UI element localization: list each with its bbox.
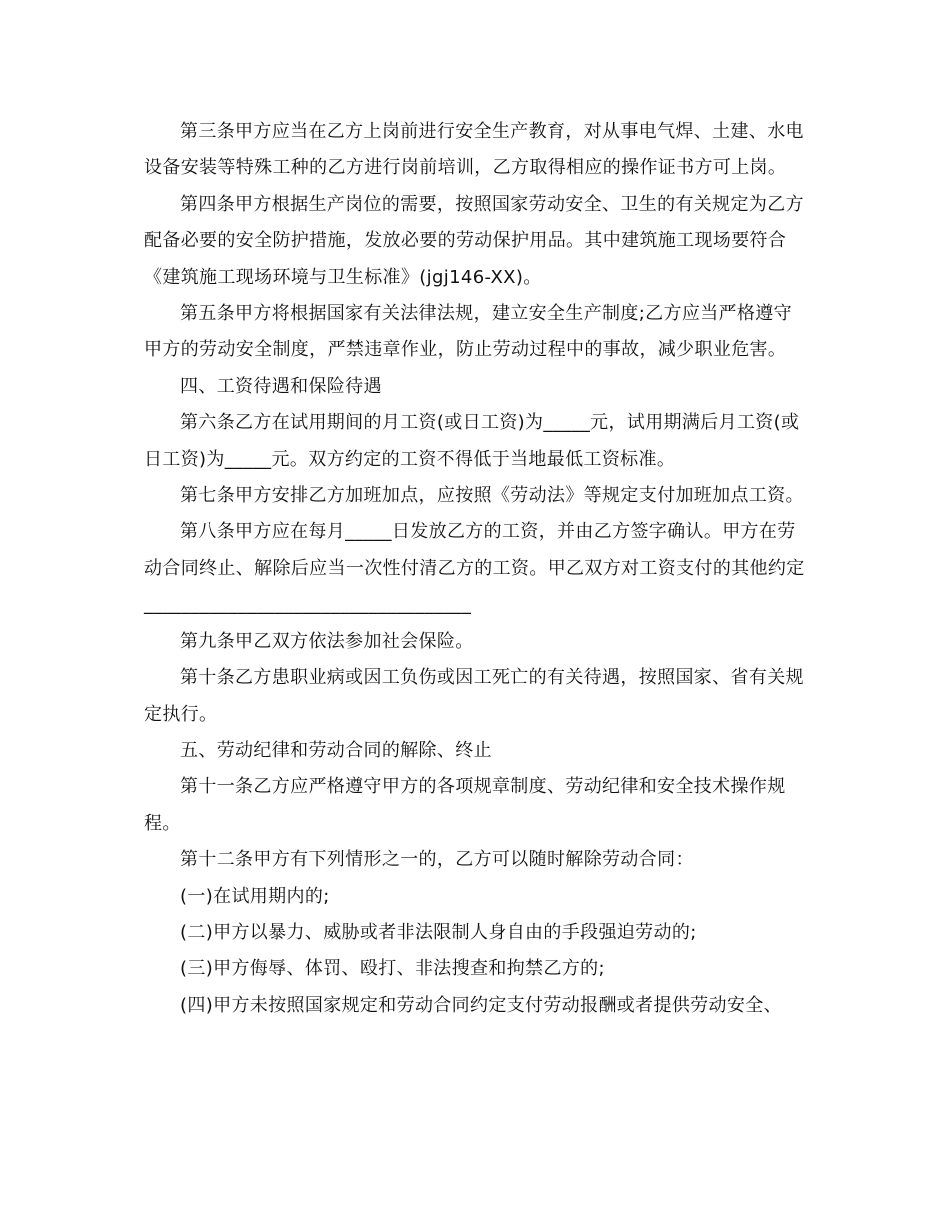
paragraph-article-6: 第六条乙方在试用期间的月工资(或日工资)为_____元，试用期满后月工资(或日工资)为_____元。双方约定的工资不得低于当地最低工资标准。 [144, 412, 800, 470]
paragraph-article-8: 第八条甲方应在每月_____日发放乙方的工资，并由乙方签字确认。甲方在劳动合同终止、解除后应当一次性付清乙方的工资。甲乙双方对工资支付的其他约定___________________________________ [144, 521, 805, 616]
paragraph-article-7: 第七条甲方安排乙方加班加点，应按照《劳动法》等规定支付加班加点工资。 [180, 485, 804, 507]
paragraph-article-3: 第三条甲方应当在乙方上岗前进行安全生产教育，对从事电气焊、土建、水电设备安装等特殊工种的乙方进行岗前培训，乙方取得相应的操作证书方可上岗。 [144, 121, 804, 179]
paragraph-article-11: 第十一条乙方应严格遵守甲方的各项规章制度、劳动纪律和安全技术操作规程。 [144, 776, 786, 834]
paragraph-article-12: 第十二条甲方有下列情形之一的，乙方可以随时解除劳动合同： [180, 849, 694, 871]
paragraph-article-4: 第四条甲方根据生产岗位的需要，按照国家劳动安全、卫生的有关规定为乙方配备必要的安全防护措施，发放必要的劳动保护用品。其中建筑施工现场要符合《建筑施工现场环境与卫生标准》(jgj146-XX)。 [144, 193, 804, 288]
section-heading-wages: 四、工资待遇和保险待遇 [180, 375, 382, 397]
document-body [144, 114, 806, 1024]
paragraph-article-5: 第五条甲方将根据国家有关法律法规，建立安全生产制度;乙方应当严格遵守甲方的劳动安全制度，严禁违章作业，防止劳动过程中的事故，减少职业危害。 [144, 303, 792, 361]
paragraph-article-10: 第十条乙方患职业病或因工负伤或因工死亡的有关待遇，按照国家、省有关规定执行。 [144, 667, 804, 725]
paragraph-article-9: 第九条甲乙双方依法参加社会保险。 [180, 630, 474, 652]
list-item-3: (三)甲方侮辱、体罚、殴打、非法搜查和拘禁乙方的; [180, 958, 605, 980]
list-item-4: (四)甲方未按照国家规定和劳动合同约定支付劳动报酬或者提供劳动安全、 [180, 994, 782, 1016]
list-item-2: (二)甲方以暴力、威胁或者非法限制人身自由的手段强迫劳动的; [180, 921, 697, 943]
list-item-1: (一)在试用期内的; [180, 885, 330, 907]
section-heading-discipline: 五、劳动纪律和劳动合同的解除、终止 [180, 739, 492, 761]
